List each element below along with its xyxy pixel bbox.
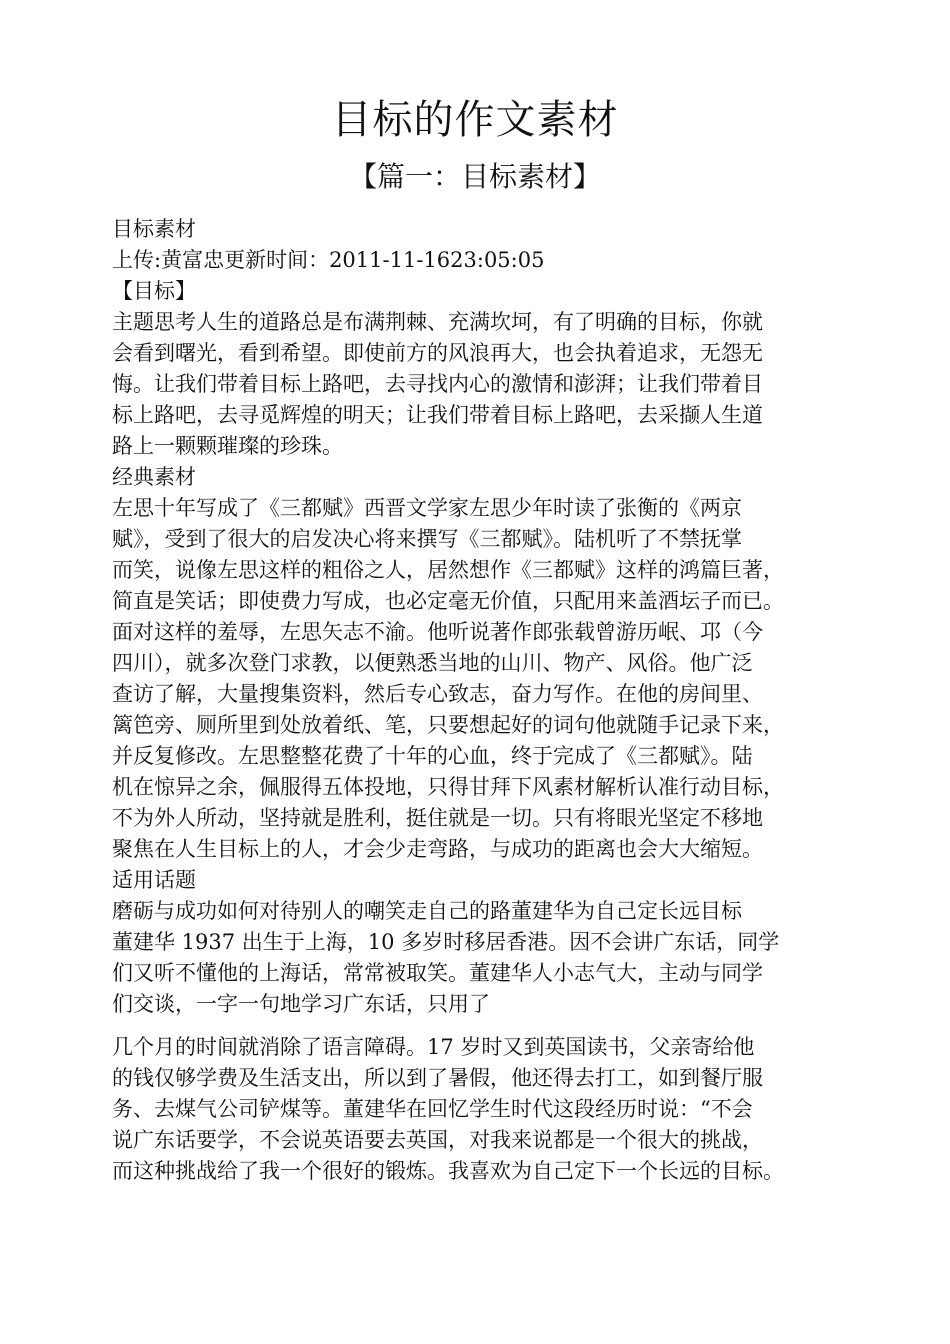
text-line: 赋》，受到了很大的启发决心将来撰写《三都赋》。陆机听了不禁抚掌 [112, 527, 742, 551]
body-text-block [112, 214, 852, 1020]
text-line: 们交谈，一字一句地学习广东话，只用了 [112, 992, 490, 1016]
text-line: 【目标】 [112, 279, 196, 303]
body-text-block-continued [112, 1032, 852, 1187]
document-subtitle: 【篇一：目标素材】 [348, 160, 601, 193]
text-line: 面对这样的羞辱，左思矢志不渝。他听说著作郎张载曾游历岷、邛（今 [112, 620, 763, 644]
text-line: 们又听不懂他的上海话，常常被取笑。董建华人小志气大，主动与同学 [112, 961, 763, 985]
text-line: 简直是笑话；即使费力写成，也必定毫无价值，只配用来盖酒坛子而已。 [112, 589, 784, 613]
text-line: 左思十年写成了《三都赋》西晋文学家左思少年时读了张衡的《两京 [112, 496, 742, 520]
text-line: 务、去煤气公司铲煤等。董建华在回忆学生时代这段经历时说：“不会 [112, 1097, 753, 1121]
text-line: 标上路吧，去寻觅辉煌的明天；让我们带着目标上路吧，去采撷人生道 [112, 403, 763, 427]
document-title: 目标的作文素材 [331, 97, 619, 143]
text-line: 而这种挑战给了我一个很好的锻炼。我喜欢为自己定下一个长远的目标。 [112, 1159, 784, 1183]
text-line: 会看到曙光，看到希望。即使前方的风浪再大，也会执着追求，无怨无 [112, 341, 763, 365]
text-line: 主题思考人生的道路总是布满荆棘、充满坎坷，有了明确的目标，你就 [112, 310, 763, 334]
text-line: 不为外人所动，坚持就是胜利，挺住就是一切。只有将眼光坚定不移地 [112, 806, 763, 830]
text-line: 并反复修改。左思整整花费了十年的心血，终于完成了《三都赋》。陆 [112, 744, 753, 768]
text-line: 而笑，说像左思这样的粗俗之人，居然想作《三都赋》这样的鸿篇巨著， [112, 558, 784, 582]
text-line: 四川），就多次登门求教，以便熟悉当地的山川、物产、风俗。他广泛 [112, 651, 753, 675]
text-line: 董建华 1937 出生于上海，10 多岁时移居香港。因不会讲广东话，同学 [112, 930, 780, 954]
text-line: 篱笆旁、厕所里到处放着纸、笔，只要想起好的词句他就随手记录下来， [112, 713, 784, 737]
text-line: 经典素材 [112, 465, 196, 489]
text-line: 路上一颗颗璀璨的珍珠。 [112, 434, 343, 458]
text-line: 几个月的时间就消除了语言障碍。17 岁时又到英国读书，父亲寄给他 [112, 1035, 755, 1059]
text-line: 上传:黄富忠更新时间：2011-11-1623:05:05 [112, 248, 545, 272]
text-line: 机在惊异之余，佩服得五体投地，只得甘拜下风素材解析认准行动目标， [112, 775, 784, 799]
text-line: 的钱仅够学费及生活支出，所以到了暑假，他还得去打工，如到餐厅服 [112, 1066, 763, 1090]
text-line: 悔。让我们带着目标上路吧，去寻找内心的激情和澎湃；让我们带着目 [112, 372, 763, 396]
text-line: 目标素材 [112, 217, 196, 241]
text-line: 聚焦在人生目标上的人，才会少走弯路，与成功的距离也会大大缩短。 [112, 837, 763, 861]
text-line: 磨砺与成功如何对待别人的嘲笑走自己的路董建华为自己定长远目标 [112, 899, 742, 923]
text-line: 查访了解，大量搜集资料，然后专心致志，奋力写作。在他的房间里、 [112, 682, 763, 706]
text-line: 说广东话要学，不会说英语要去英国，对我来说都是一个很大的挑战， [112, 1128, 763, 1152]
text-line: 适用话题 [112, 868, 196, 892]
